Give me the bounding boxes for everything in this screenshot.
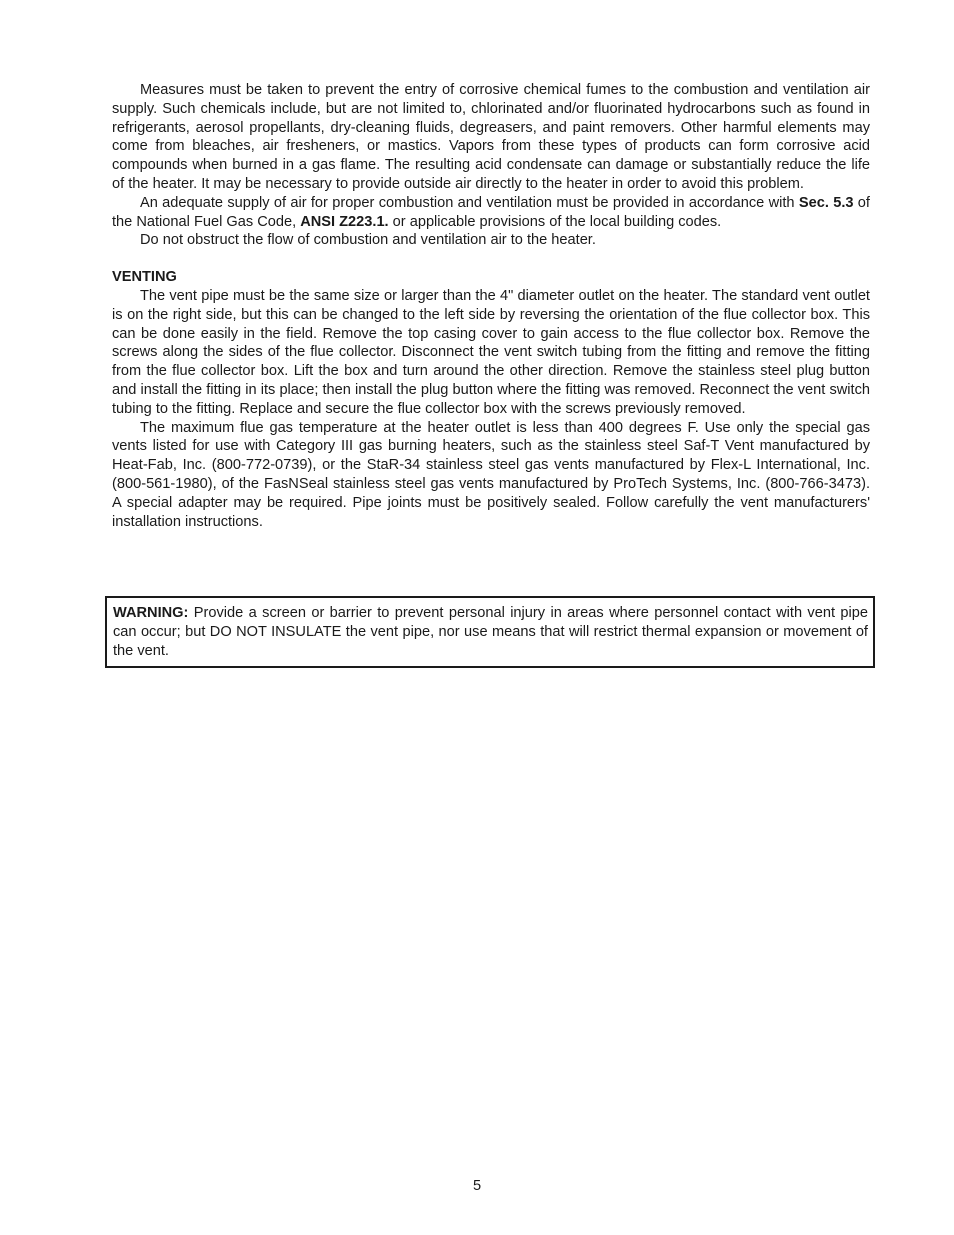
intro-paragraph-1: Measures must be taken to prevent the entry of corrosive chemical fumes to the combustion and ventilation air supply. Such chemicals include, but are not limited to, chlorinated and/or fluorinated hydrocarbons such as found in refrigerants, aerosol propellants, dry-cleaning fluids, degreasers, and paint removers. Other harmful elements may come from bleaches, air fresheners, or mastics. Vapors from these types of products can form corrosive acid compounds when burned in a gas flame. The resulting acid condensate can damage or substantially reduce the life of the heater. It may be necessary to provide outside air directly to the heater in order to avoid this problem.	[112, 82, 870, 192]
warning-label: WARNING:	[113, 605, 189, 621]
document-body	[112, 81, 870, 531]
warning-box	[105, 596, 875, 668]
intro-paragraph-3: Do not obstruct the flow of combustion and ventilation air to the heater.	[140, 232, 596, 249]
venting-paragraph-2: The maximum flue gas temperature at the heater outlet is less than 400 degrees F. Use only the special gas vents listed for use with Category III gas burning heaters, such as the stainless steel Saf-T Vent manufactured by Heat-Fab, Inc. (800-772-0739), or the StaR-34 stainless steel gas vents manufactured by Flex-L International, Inc. (800-561-1980), of the FasNSeal stainless steel gas vents manufactured by ProTech Systems, Inc. (800-766-3473). A special adapter may be required. Pipe joints must be positively sealed. Follow carefully the vent manufacturers' installation instructions.	[112, 419, 870, 530]
venting-paragraph-1: The vent pipe must be the same size or larger than the 4" diameter outlet on the heater. The standard vent outlet is on the right side, but this can be changed to the left side by reversing the orientation of the flue collector box. This can be done easily in the field. Remove the top casing cover to gain access to the flue collector box. Remove the screws along the sides of the flue collector. Disconnect the vent switch tubing from the fitting and remove the fitting from the flue collector box. Lift the box and turn around the other direction. Remove the stainless steel plug button and install the fitting in its place; then install the plug button where the fitting was removed. Reconnect the vent switch tubing to the fitting. Replace and secure the flue collector box with the screws previously removed.	[112, 287, 870, 417]
intro-p2-text-c: of the National Fuel Gas Code,	[112, 194, 870, 230]
intro-p2-text-a: An adequate supply of air for proper combustion and ventilation must be provided in accordance with	[140, 194, 799, 211]
intro-paragraph-2	[112, 194, 870, 232]
warning-text	[113, 604, 868, 660]
intro-p2-text-e: or applicable provisions of the local building codes.	[388, 213, 722, 230]
ansi-standard-reference: ANSI Z223.1.	[300, 213, 389, 230]
warning-body: Provide a screen or barrier to prevent personal injury in areas where personnel contact with vent pipe can occur; but DO NOT INSULATE the vent pipe, nor use means that will restrict thermal expansion or movement of the vent.	[113, 605, 868, 659]
code-section-reference: Sec. 5.3	[798, 194, 854, 211]
venting-heading: VENTING	[112, 269, 177, 286]
page-number: 5	[472, 1178, 482, 1194]
